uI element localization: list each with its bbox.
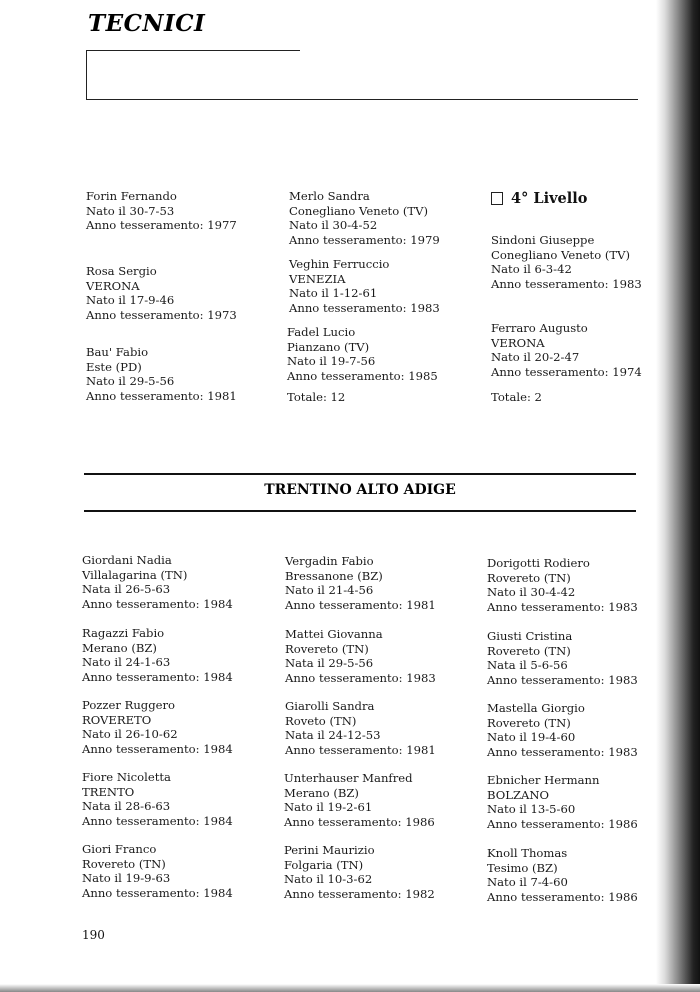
record-birth: Nato il 26-10-62 bbox=[82, 727, 178, 742]
level-heading-label: 4° Livello bbox=[511, 190, 588, 207]
record-year: Anno tesseramento: 1984 bbox=[82, 741, 233, 756]
record-year: Anno tesseramento: 1973 bbox=[86, 307, 237, 322]
record-name: Pozzer Ruggero bbox=[82, 698, 176, 712]
record-name: Giusti Cristina bbox=[487, 629, 573, 643]
frame-bottom-line bbox=[86, 99, 638, 100]
record-city: Rovereto (TN) bbox=[487, 570, 571, 585]
record-city: Rovereto (TN) bbox=[487, 643, 571, 658]
record-mattei-giovanna bbox=[285, 627, 485, 685]
record-city: Roveto (TN) bbox=[285, 713, 357, 728]
record-pozzer-ruggero bbox=[82, 698, 282, 756]
record-year: Anno tesseramento: 1983 bbox=[487, 672, 638, 687]
record-city: Rovereto (TN) bbox=[82, 856, 166, 871]
record-year: Anno tesseramento: 1982 bbox=[284, 886, 435, 901]
record-city: Rovereto (TN) bbox=[487, 715, 571, 730]
record-year: Anno tesseramento: 1977 bbox=[86, 218, 237, 233]
record-name: Mattei Giovanna bbox=[285, 627, 383, 641]
record-year: Anno tesseramento: 1983 bbox=[487, 599, 638, 614]
total-count: Totale: 2 bbox=[491, 390, 542, 404]
record-city: ROVERETO bbox=[82, 712, 152, 727]
record-year: Anno tesseramento: 1984 bbox=[82, 596, 233, 611]
section-rule-bottom bbox=[84, 510, 636, 512]
record-year: Anno tesseramento: 1981 bbox=[285, 742, 436, 757]
record-giarolli-sandra bbox=[285, 699, 485, 757]
record-birth: Nata il 29-5-56 bbox=[285, 656, 374, 671]
record-year: Anno tesseramento: 1986 bbox=[487, 816, 638, 831]
record-year: Anno tesseramento: 1974 bbox=[491, 364, 642, 379]
page-title: TECNICI bbox=[88, 10, 206, 37]
record-city: Villalagarina (TN) bbox=[82, 567, 188, 582]
record-name: Vergadin Fabio bbox=[285, 554, 374, 568]
record-year: Anno tesseramento: 1983 bbox=[491, 276, 642, 291]
record-city: VERONA bbox=[491, 335, 545, 350]
record-birth: Nato il 30-4-52 bbox=[289, 218, 378, 233]
record-year: Anno tesseramento: 1986 bbox=[487, 889, 638, 904]
record-birth: Nato il 29-5-56 bbox=[86, 374, 175, 389]
record-fadel-lucio bbox=[287, 325, 487, 383]
record-city: Merano (BZ) bbox=[284, 785, 359, 800]
record-city: VENEZIA bbox=[289, 271, 346, 286]
record-city: Conegliano Veneto (TV) bbox=[491, 247, 631, 262]
record-birth: Nato il 19-4-60 bbox=[487, 730, 576, 745]
record-name: Rosa Sergio bbox=[86, 264, 157, 278]
record-year: Anno tesseramento: 1981 bbox=[86, 388, 237, 403]
record-birth: Nato il 24-1-63 bbox=[82, 655, 171, 670]
record-birth: Nata il 24-12-53 bbox=[285, 728, 381, 743]
record-unterhauser-manfred bbox=[284, 771, 484, 829]
total-count: Totale: 12 bbox=[287, 390, 346, 404]
record-city: TRENTO bbox=[82, 784, 135, 799]
section-heading: TRENTINO ALTO ADIGE bbox=[264, 482, 456, 498]
record-name: Veghin Ferruccio bbox=[289, 257, 390, 271]
checkbox-icon bbox=[491, 192, 503, 205]
record-birth: Nato il 6-3-42 bbox=[491, 262, 572, 277]
record-birth: Nata il 5-6-56 bbox=[487, 658, 568, 673]
record-birth: Nato il 19-2-61 bbox=[284, 800, 373, 815]
record-name: Knoll Thomas bbox=[487, 846, 568, 860]
record-birth: Nato il 19-7-56 bbox=[287, 354, 376, 369]
record-forin-fernando bbox=[86, 189, 286, 233]
record-name: Giori Franco bbox=[82, 842, 157, 856]
record-year: Anno tesseramento: 1984 bbox=[82, 813, 233, 828]
record-city: Bressanone (BZ) bbox=[285, 568, 383, 583]
record-name: Forin Fernando bbox=[86, 189, 177, 203]
record-name: Bau' Fabio bbox=[86, 345, 149, 359]
record-name: Perini Maurizio bbox=[284, 843, 375, 857]
record-giori-franco bbox=[82, 842, 282, 900]
record-year: Anno tesseramento: 1983 bbox=[289, 300, 440, 315]
record-name: Mastella Giorgio bbox=[487, 701, 585, 715]
record-city: Rovereto (TN) bbox=[285, 641, 369, 656]
record-birth: Nato il 7-4-60 bbox=[487, 875, 568, 890]
record-city: BOLZANO bbox=[487, 787, 550, 802]
record-name: Ragazzi Fabio bbox=[82, 626, 165, 640]
record-city: Folgaria (TN) bbox=[284, 857, 364, 872]
record-birth: Nato il 17-9-46 bbox=[86, 293, 175, 308]
record-giordani-nadia bbox=[82, 553, 282, 611]
frame-left-line bbox=[86, 50, 87, 100]
record-merlo-sandra bbox=[289, 189, 489, 247]
record-year: Anno tesseramento: 1981 bbox=[285, 597, 436, 612]
record-bau-fabio bbox=[86, 345, 286, 403]
record-city: Conegliano Veneto (TV) bbox=[289, 203, 429, 218]
record-veghin-ferruccio bbox=[289, 257, 489, 315]
record-name: Giordani Nadia bbox=[82, 553, 172, 567]
record-name: Merlo Sandra bbox=[289, 189, 370, 203]
record-city: Este (PD) bbox=[86, 359, 142, 374]
record-year: Anno tesseramento: 1985 bbox=[287, 368, 438, 383]
record-perini-maurizio bbox=[284, 843, 484, 901]
record-birth: Nato il 20-2-47 bbox=[491, 350, 580, 365]
record-year: Anno tesseramento: 1979 bbox=[289, 232, 440, 247]
record-birth: Nato il 1-12-61 bbox=[289, 286, 378, 301]
record-birth: Nata il 28-6-63 bbox=[82, 799, 171, 814]
record-name: Giarolli Sandra bbox=[285, 699, 375, 713]
record-year: Anno tesseramento: 1983 bbox=[487, 744, 638, 759]
page-number: 190 bbox=[82, 928, 105, 942]
record-birth: Nato il 19-9-63 bbox=[82, 871, 171, 886]
record-name: Ferraro Augusto bbox=[491, 321, 588, 335]
record-name: Sindoni Giuseppe bbox=[491, 233, 595, 247]
record-rosa-sergio bbox=[86, 264, 286, 322]
record-name: Ebnicher Hermann bbox=[487, 773, 600, 787]
record-fiore-nicoletta bbox=[82, 770, 282, 828]
record-name: Unterhauser Manfred bbox=[284, 771, 413, 785]
record-birth: Nato il 30-4-42 bbox=[487, 585, 576, 600]
record-birth: Nato il 10-3-62 bbox=[284, 872, 373, 887]
record-birth: Nato il 13-5-60 bbox=[487, 802, 576, 817]
record-city: Tesimo (BZ) bbox=[487, 860, 558, 875]
record-ragazzi-fabio bbox=[82, 626, 282, 684]
record-city: Pianzano (TV) bbox=[287, 339, 370, 354]
record-name: Fiore Nicoletta bbox=[82, 770, 171, 784]
record-city: Merano (BZ) bbox=[82, 640, 157, 655]
record-city: VERONA bbox=[86, 278, 140, 293]
page-edge-shadow bbox=[656, 0, 700, 992]
record-birth: Nato il 30-7-53 bbox=[86, 203, 175, 218]
record-name: Fadel Lucio bbox=[287, 325, 356, 339]
record-year: Anno tesseramento: 1983 bbox=[285, 670, 436, 685]
record-vergadin-fabio bbox=[285, 554, 485, 612]
page-bottom-edge bbox=[0, 984, 700, 992]
record-birth: Nato il 21-4-56 bbox=[285, 583, 374, 598]
frame-top-line bbox=[86, 50, 300, 51]
level-heading bbox=[491, 190, 587, 207]
record-year: Anno tesseramento: 1986 bbox=[284, 814, 435, 829]
record-name: Dorigotti Rodiero bbox=[487, 556, 590, 570]
record-birth: Nata il 26-5-63 bbox=[82, 582, 171, 597]
section-rule-top bbox=[84, 473, 636, 475]
record-year: Anno tesseramento: 1984 bbox=[82, 669, 233, 684]
record-year: Anno tesseramento: 1984 bbox=[82, 885, 233, 900]
